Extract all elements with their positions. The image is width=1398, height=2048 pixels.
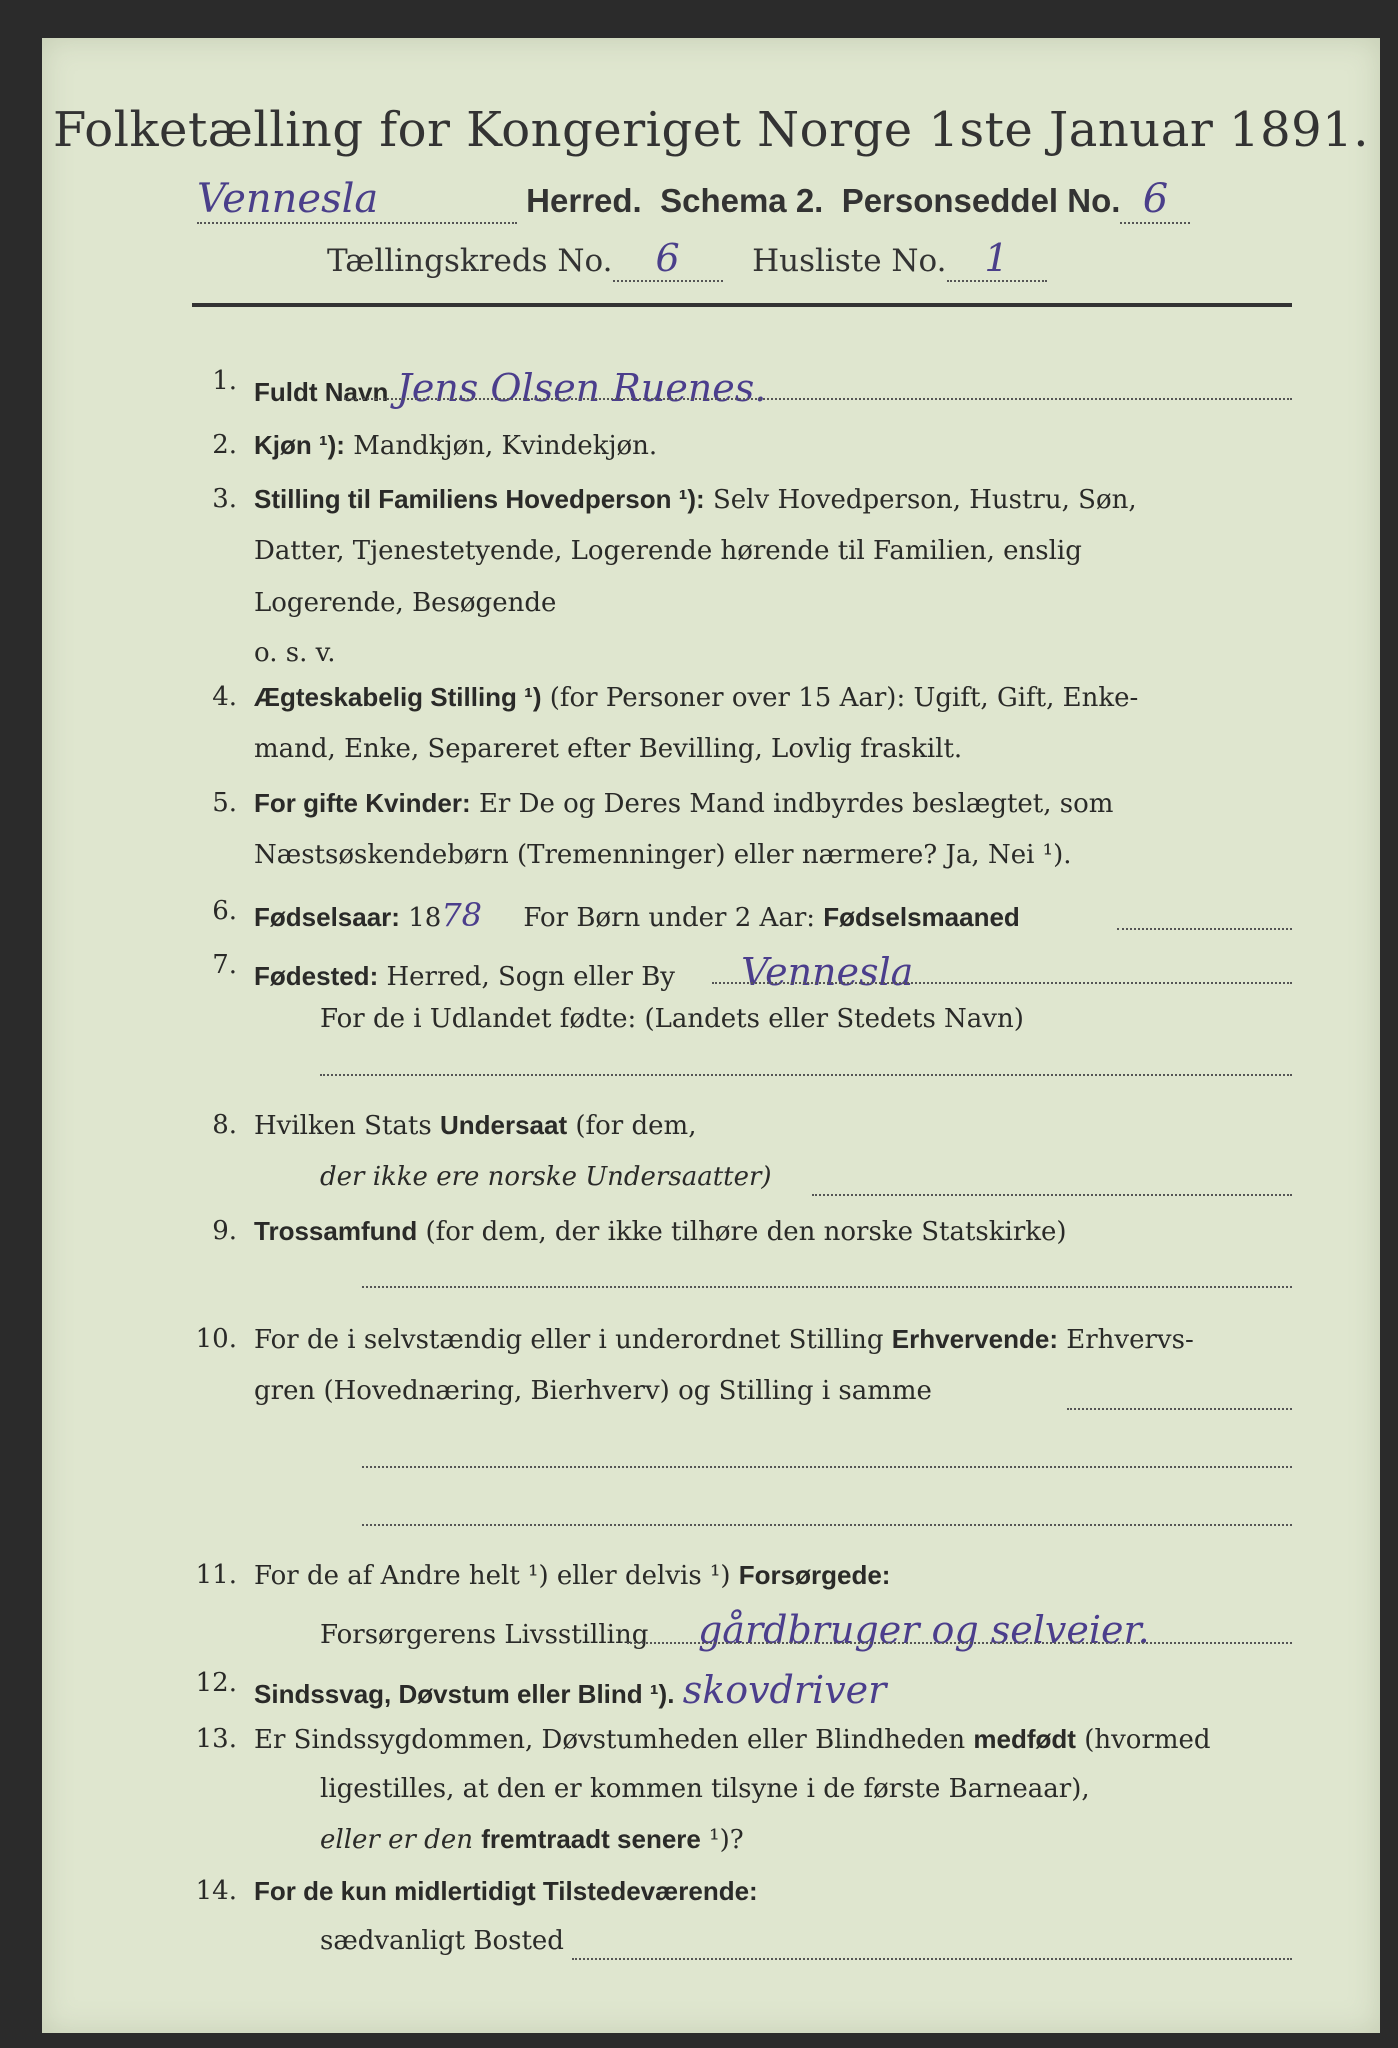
field-3-content xyxy=(254,484,1137,515)
field-number: 4. xyxy=(212,682,237,712)
field-2-content xyxy=(254,430,657,461)
usual-residence-label: sædvanligt Bosted xyxy=(320,1926,564,1956)
citizenship-label: Undersaat xyxy=(439,1110,568,1140)
occupation-note: gren (Hovednæring, Bierhverv) og Stilling i samme xyxy=(254,1376,932,1406)
religion-note: (for dem, der ikke tilhøre den norske Statskirke) xyxy=(425,1217,1067,1247)
sex-label: Kjøn ¹): xyxy=(254,430,345,460)
birth-month-line xyxy=(1117,928,1292,930)
occupation-text: Erhvervs- xyxy=(1066,1325,1194,1355)
field-1-content xyxy=(254,366,766,410)
field-number: 12. xyxy=(195,1668,237,1698)
field-number: 6. xyxy=(212,896,237,926)
field-4-content xyxy=(254,682,1138,713)
congenital-text: (hvormed xyxy=(1084,1725,1211,1755)
family-position-options-4: o. s. v. xyxy=(254,638,336,668)
citizenship-line xyxy=(812,1194,1292,1196)
header-line-herred xyxy=(197,176,1190,224)
field-10-content xyxy=(254,1324,1194,1355)
header-line-kreds xyxy=(327,236,1047,282)
sex-options: Mandkjøn, Kvindekjøn. xyxy=(353,431,658,461)
birth-year-prefix: 18 xyxy=(408,903,442,933)
husliste-label: Husliste No. xyxy=(752,243,947,279)
provider-row xyxy=(320,1608,1150,1652)
personseddel-value: 6 xyxy=(1120,176,1190,224)
field-6-content xyxy=(254,896,1020,934)
foreign-birthplace-note: For de i Udlandet fødte: (Landets eller Stedets Navn) xyxy=(320,1004,1024,1034)
field-number: 11. xyxy=(195,1560,237,1590)
later-label: fremtraadt senere xyxy=(481,1824,701,1854)
religion-line xyxy=(362,1286,1292,1288)
citizenship-text: (for dem, xyxy=(575,1111,697,1141)
congenital-note: ligestilles, at den er kommen tilsyne i de første Barneaar), xyxy=(320,1774,1090,1804)
kreds-value: 6 xyxy=(613,236,723,282)
birth-month-intro: For Børn under 2 Aar: xyxy=(523,903,816,933)
occupation-label: Erhvervende: xyxy=(891,1324,1058,1354)
later-row xyxy=(320,1824,744,1855)
field-8-content xyxy=(254,1110,696,1141)
later-intro: eller er den xyxy=(320,1825,473,1855)
citizenship-intro: Hvilken Stats xyxy=(254,1111,432,1141)
field-12-content xyxy=(254,1668,886,1712)
birth-year-label: Fødselsaar: xyxy=(254,902,400,932)
field-7-content xyxy=(254,950,913,994)
family-position-options-1: Selv Hovedperson, Hustru, Søn, xyxy=(712,485,1137,515)
personseddel-label: Personseddel No. xyxy=(841,182,1121,219)
occupation-intro: For de i selvstændig eller i underordnet Stilling xyxy=(254,1325,884,1355)
birth-month-label: Fødselsmaaned xyxy=(823,902,1020,932)
field-number: 3. xyxy=(212,484,237,514)
family-position-options-2: Datter, Tjenestetyende, Logerende hørende til Familien, enslig xyxy=(254,536,1082,566)
kreds-label: Tællingskreds No. xyxy=(327,243,613,279)
field-number: 5. xyxy=(212,788,237,818)
congenital-question: Er Sindssygdommen, Døvstumheden eller Blindheden xyxy=(254,1725,966,1755)
field-number: 13. xyxy=(195,1724,237,1754)
husliste-value: 1 xyxy=(947,236,1047,282)
field-9-content xyxy=(254,1216,1067,1247)
family-position-label: Stilling til Familiens Hovedperson ¹): xyxy=(254,484,705,514)
married-women-question-1: Er De og Deres Mand indbyrdes beslægtet, som xyxy=(478,789,1114,819)
disability-value: skovdriver xyxy=(682,1668,887,1712)
birthplace-options: Herred, Sogn eller By xyxy=(386,962,675,992)
occupation-line-1 xyxy=(1067,1408,1292,1410)
provider-line xyxy=(627,1642,1292,1644)
provider-label: Forsørgerens Livsstilling xyxy=(320,1620,649,1650)
occupation-line-3 xyxy=(362,1524,1292,1526)
census-form-sheet xyxy=(42,38,1380,2033)
religion-label: Trossamfund xyxy=(254,1216,418,1246)
form-title: Folketælling for Kongeriget Norge 1ste Januar 1891. xyxy=(53,102,1369,158)
marital-status-label: Ægteskabelig Stilling ¹) xyxy=(254,682,542,712)
congenital-label: medfødt xyxy=(973,1724,1076,1754)
citizenship-note: der ikke ere norske Undersaatter) xyxy=(320,1162,772,1192)
full-name-line xyxy=(344,398,1292,400)
field-number: 14. xyxy=(195,1876,237,1906)
usual-residence-line xyxy=(572,1958,1292,1960)
full-name-value: Jens Olsen Ruenes. xyxy=(396,366,767,410)
field-13-content xyxy=(254,1724,1211,1755)
temporary-present-label: For de kun midlertidigt Tilstedeværende: xyxy=(254,1876,758,1906)
married-women-label: For gifte Kvinder: xyxy=(254,788,471,818)
header-rule xyxy=(192,303,1292,307)
foreign-birthplace-line xyxy=(320,1074,1292,1076)
field-number: 10. xyxy=(195,1324,237,1354)
herred-value: Vennesla xyxy=(197,176,517,224)
full-name-label: Fuldt Navn xyxy=(254,377,389,407)
field-number: 7. xyxy=(212,950,237,980)
marital-status-options-1: (for Personer over 15 Aar): Ugift, Gift, Enke- xyxy=(549,683,1139,713)
later-suffix: ¹)? xyxy=(709,1825,744,1855)
field-number: 1. xyxy=(212,366,237,396)
field-number: 8. xyxy=(212,1110,237,1140)
dependent-intro: For de af Andre helt ¹) eller delvis ¹) xyxy=(254,1561,731,1591)
dependent-label: Forsørgede: xyxy=(738,1560,891,1590)
birthplace-line xyxy=(712,982,1292,984)
birthplace-value: Vennesla xyxy=(741,950,914,994)
field-number: 2. xyxy=(212,430,237,460)
herred-label: Herred. xyxy=(526,182,642,219)
disability-label: Sindssvag, Døvstum eller Blind ¹). xyxy=(254,1679,675,1709)
marital-status-options-2: mand, Enke, Separeret efter Bevilling, Lovlig fraskilt. xyxy=(254,734,963,764)
field-number: 9. xyxy=(212,1216,237,1246)
schema-label: Schema 2. xyxy=(660,182,824,219)
field-5-content xyxy=(254,788,1113,819)
birthplace-label: Fødested: xyxy=(254,961,379,991)
occupation-line-2 xyxy=(362,1466,1292,1468)
family-position-options-3: Logerende, Besøgende xyxy=(254,588,557,618)
field-11-content xyxy=(254,1560,890,1591)
married-women-question-2: Næstsøskendebørn (Tremenninger) eller nærmere? Ja, Nei ¹). xyxy=(254,840,1072,870)
provider-value: gårdbruger og selveier. xyxy=(697,1608,1150,1652)
birth-year-value: 78 xyxy=(441,896,483,934)
